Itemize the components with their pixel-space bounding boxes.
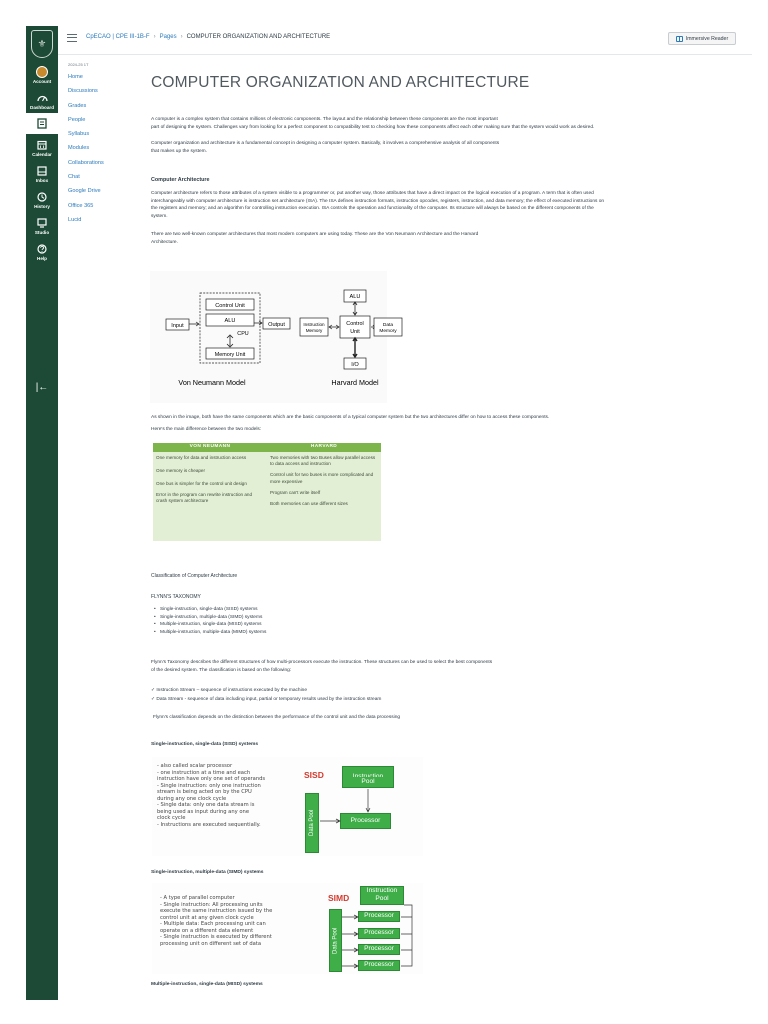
list-item: • Multiple-instruction, multiple-data (MIMD) systems — [151, 629, 723, 637]
sisd-tag: SISD — [304, 770, 324, 780]
text-line: clock cycle — [157, 815, 186, 821]
misd-heading: Multiple-instruction, single-data (MISD) systems — [151, 982, 263, 987]
text-line: - also called scalar processor — [157, 763, 233, 769]
simd-heading: Single-instruction, multiple-data (SIMD) systems — [151, 870, 264, 875]
text-line: A computer is a complex system that contains millions of electronic components. The layout and the relationship between these components are the most important — [151, 117, 498, 122]
simd-data-pool: Data Pool — [329, 909, 342, 972]
text-line: - Single data: only one data stream is — [157, 802, 255, 808]
course-term: 2024-25 1T — [68, 62, 89, 67]
text-line: execute the same instruction issued by the — [160, 908, 273, 914]
table-cell: One bus is simpler for the control unit design — [156, 481, 247, 487]
flynn-basis: Flynn's classification depends on the distinction between the performance of the control unit and the data processing — [153, 715, 401, 720]
vn-cpu-label: CPU — [237, 331, 249, 337]
sisd-heading: Single-instruction, single-data (SISD) systems — [151, 742, 259, 747]
global-nav-inbox[interactable] — [26, 160, 58, 186]
global-nav-label: History — [34, 204, 50, 209]
course-nav-people[interactable]: People — [68, 116, 86, 123]
text-line: part of designing the system. Challenges vary from looking for a perfect component to compatibility test to checking how these components affect each other making sure that the system would work as desired. — [151, 124, 595, 130]
flynn-description — [151, 659, 723, 674]
simd-processor: Processor — [358, 944, 400, 955]
hv-alu: ALU — [349, 294, 361, 300]
harvard-column — [267, 452, 381, 541]
text-line: during any one clock cycle — [157, 795, 227, 802]
hv-io: I/O — [351, 362, 359, 368]
list-item: • Multiple-instruction, single-data (MISD) systems — [151, 621, 723, 629]
table-cell: Program can't write itself — [270, 489, 321, 495]
global-nav-label: Calendar — [32, 152, 52, 157]
text-line: the registers and memory; and an algorithm for controlling instruction execution. ISA controls the operation and functionality of the computer. Its structure will always be based on the different components of the — [151, 206, 594, 212]
global-nav-calendar[interactable] — [26, 134, 58, 160]
computer-architecture-paragraph — [151, 190, 723, 220]
difference-intro: Here's the main difference between the two models: — [151, 427, 262, 432]
course-nav-office-365[interactable]: Office 365 — [68, 202, 94, 209]
institution-logo[interactable] — [26, 26, 58, 62]
intro-paragraph-1 — [151, 116, 723, 131]
text-line: being used as input during any one — [157, 808, 250, 815]
history-icon — [35, 190, 49, 203]
text-line: control unit at any given clock cycle — [160, 914, 254, 921]
breadcrumb-course[interactable]: CpECAO | CPE III-1B-F — [86, 34, 150, 40]
sisd-figure — [152, 757, 423, 856]
data-stream: ✓ Data Stream - sequence of data including input, partial or temporary results used by the instruction stream — [151, 697, 382, 702]
computer-architecture-heading: Computer Architecture — [151, 177, 210, 183]
text-line: There are two well-known computer architectures that most modern computers are using today. These are the Von Neumann Architecture and the Harvard — [151, 232, 479, 237]
sisd-arrows — [312, 787, 402, 837]
text-line: Architecture. — [151, 239, 178, 245]
harvard-caption: Harvard Model — [331, 378, 379, 387]
table-header-von-neumann: VON NEUMANN — [153, 443, 267, 452]
breadcrumb-current: COMPUTER ORGANIZATION AND ARCHITECTURE — [186, 34, 331, 40]
list-item: • Single-instruction, multiple-data (SIMD) systems — [151, 614, 723, 622]
course-nav-grades[interactable]: Grades — [68, 102, 87, 109]
help-icon — [35, 242, 49, 255]
sisd-processor: Processor — [340, 813, 391, 829]
intro-paragraph-2 — [151, 140, 723, 155]
text-line: Flynn's Taxonomy describes the different structures of how multi-processors execute the instruction. These structures can be used to select the best components — [151, 660, 493, 665]
text-line: operate on a different data element — [160, 927, 254, 934]
simd-bullets — [160, 895, 272, 947]
simd-arrows — [342, 903, 417, 975]
simd-processor: Processor — [358, 960, 400, 971]
table-cell: Both memories can use different sizes — [270, 500, 348, 506]
global-nav-label: Studio — [34, 230, 50, 235]
global-nav-label: Dashboard — [30, 105, 54, 110]
simd-pool-label-2: Pool — [360, 895, 404, 905]
text-line: of the desired system. The classification is based on the following: — [151, 667, 292, 673]
course-menu-toggle-icon[interactable] — [67, 34, 77, 42]
crest-icon: ⚜ — [31, 30, 53, 58]
course-nav — [68, 62, 138, 230]
hv-unit: Unit — [350, 329, 360, 335]
sisd-bullets — [157, 763, 265, 828]
global-nav-studio[interactable] — [26, 212, 58, 238]
von-neumann-diagram — [166, 293, 290, 387]
flynn-list — [151, 606, 723, 636]
inbox-icon — [35, 164, 49, 177]
hv-control: Control — [346, 321, 364, 327]
courses-icon — [35, 117, 49, 130]
text-line: - Single instruction is executed by different — [160, 934, 272, 940]
table-cell: One memory for data and instruction access — [156, 455, 247, 460]
vn-memory-unit: Memory Unit — [214, 352, 246, 358]
global-nav-history[interactable] — [26, 186, 58, 212]
breadcrumb — [86, 34, 330, 40]
sisd-data-pool: Data Pool — [305, 793, 319, 853]
hv-data-memory: Memory — [379, 329, 397, 334]
global-nav-label: Inbox — [35, 178, 49, 183]
von-neumann-caption: Von Neumann Model — [178, 378, 246, 387]
table-cell: Two memories with two Buses allow parallel access to data access and instruction — [270, 455, 376, 467]
course-nav-lucid[interactable]: Lucid — [68, 216, 82, 223]
sisd-pool-label-2: Pool — [342, 777, 394, 788]
harvard-diagram — [300, 290, 402, 387]
global-nav-label: Help — [37, 256, 47, 261]
instruction-stream: ✓ Instruction Stream – sequence of instructions executed by the machine — [151, 688, 308, 693]
global-nav-label: Account — [32, 79, 52, 84]
course-nav-google-drive[interactable]: Google Drive — [68, 188, 101, 195]
global-nav-courses[interactable] — [26, 113, 58, 134]
simd-processor: Processor — [358, 911, 400, 922]
simd-tag: SIMD — [328, 893, 350, 903]
text-line: - A type of parallel computer — [160, 895, 235, 901]
immersive-reader-icon — [676, 36, 683, 42]
architecture-figure — [150, 271, 397, 403]
text-line: instruction have only one set of operands — [157, 776, 266, 782]
simd-figure — [152, 883, 423, 974]
text-line: - Multiple data: Each processing unit can — [160, 921, 266, 927]
global-nav-account[interactable] — [26, 62, 58, 87]
comparison-table — [153, 443, 381, 541]
table-cell: One memory is cheaper — [156, 468, 206, 474]
header-divider — [58, 54, 752, 55]
table-header-harvard: HARVARD — [267, 443, 381, 452]
global-nav-dashboard[interactable] — [26, 87, 58, 113]
breadcrumb-separator: › — [180, 34, 183, 40]
text-line: Computer organization and architecture is a fundamental concept in designing a computer system. Basically, it involves a comprehensive analysis of all components — [151, 141, 500, 146]
flynn-heading: FLYNN'S TAXONOMY — [151, 594, 201, 600]
collapse-nav-icon[interactable]: |← — [35, 382, 49, 393]
text-line: system. — [151, 213, 168, 219]
course-nav-discussions[interactable]: Discussions — [68, 88, 98, 95]
global-nav-help[interactable] — [26, 238, 58, 264]
course-nav-syllabus[interactable]: Syllabus — [68, 131, 90, 138]
text-line: stream is being acted on by the CPU — [157, 789, 252, 795]
text-line: - Instructions are executed sequentially. — [157, 821, 261, 828]
classification-heading: Classification of Computer Architecture — [151, 573, 238, 579]
vn-alu: ALU — [224, 318, 236, 324]
vn-output: Output — [268, 322, 285, 328]
studio-icon — [35, 216, 49, 229]
account-icon — [36, 66, 48, 78]
vn-control-unit: Control Unit — [215, 303, 245, 309]
immersive-reader-button[interactable] — [668, 32, 736, 45]
figure-explanation: As shown in the image, both have the same components which are the basic components of a typical computer system but the two architectures differ on how to access these components. — [151, 415, 550, 420]
course-nav-collaborations[interactable]: Collaborations — [68, 159, 104, 166]
hv-memory: Memory — [305, 328, 323, 333]
table-cell: Control unit for two buses is more complicated and more expensive — [270, 472, 374, 484]
text-line: Computer architecture refers to those attributes of a system visible to a programmer or, put another way, those attributes that have a direct impact on the logical execution of a program. A term that is often used — [151, 191, 594, 196]
global-nav — [26, 26, 58, 1000]
text-line: that makes up the system. — [151, 148, 207, 154]
course-nav-chat[interactable]: Chat — [68, 174, 80, 181]
breadcrumb-pages[interactable]: Pages — [159, 34, 177, 40]
von-neumann-column — [153, 452, 267, 541]
course-nav-home[interactable]: Home — [68, 74, 83, 80]
immersive-reader-label: Immersive Reader — [685, 35, 729, 42]
list-item: • Single-instruction, single-data (SISD) systems — [151, 606, 723, 614]
course-nav-modules[interactable]: Modules — [68, 145, 90, 152]
simd-processor: Processor — [358, 928, 400, 939]
simd-instruction-pool: Instruction — [360, 886, 404, 896]
architectures-paragraph — [151, 231, 723, 246]
text-line: processing unit on different set of data — [160, 940, 262, 947]
dashboard-icon — [35, 91, 49, 104]
text-line: - Single instruction: All processing units — [160, 901, 263, 908]
breadcrumb-separator: › — [153, 34, 156, 40]
text-line: - one instruction at a time and each — [157, 769, 251, 776]
hv-data: Data — [382, 323, 394, 328]
text-line: interchangeably with computer architecture is instruction set architecture (ISA). The ISA defines instruction formats, instruction opcodes, registers, instruction, and data memory; the effect of executed instructions on — [151, 198, 605, 204]
text-line: - Single instruction: only one instruction — [157, 782, 261, 789]
table-cell: Error in the program can rewrite instruction and crash system architecture — [156, 491, 252, 503]
hv-instruction: Instruction — [303, 322, 325, 327]
vn-input: Input — [171, 323, 184, 329]
calendar-icon — [35, 138, 49, 151]
page-title: COMPUTER ORGANIZATION AND ARCHITECTURE — [151, 74, 530, 91]
